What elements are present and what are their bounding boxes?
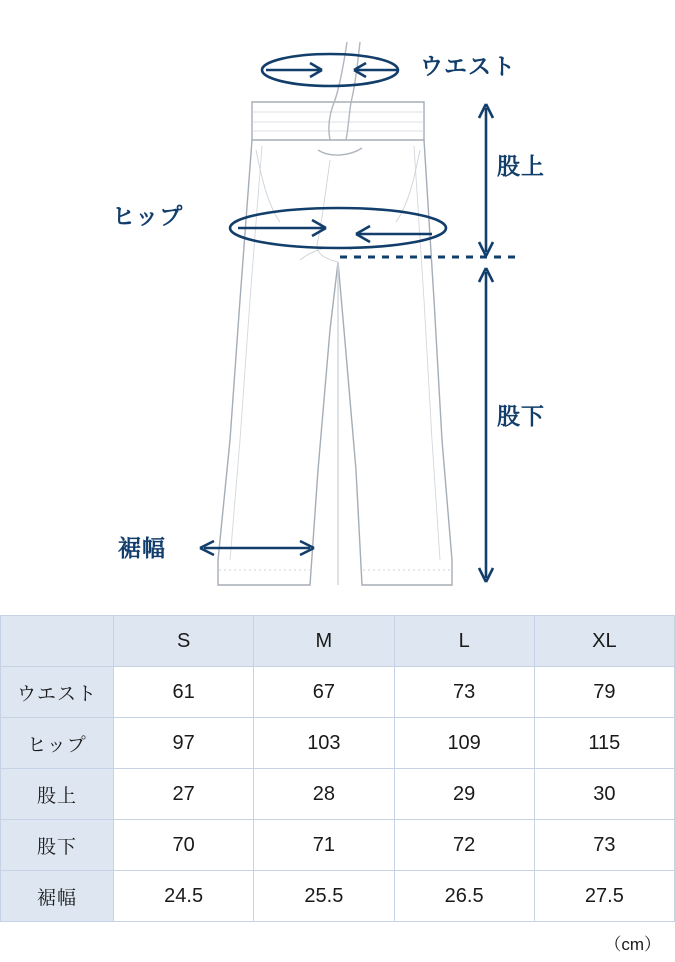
cell-inseam-xl: 73 — [534, 820, 674, 871]
cell-hem-s: 24.5 — [114, 871, 254, 922]
table-row — [1, 718, 675, 769]
table-row — [1, 820, 675, 871]
unit-note: （cm） — [604, 935, 661, 954]
table-row — [1, 667, 675, 718]
cell-rise-xl: 30 — [534, 769, 674, 820]
row-header-rise: 股上 — [1, 769, 114, 820]
size-table — [0, 615, 675, 922]
cell-inseam-m: 71 — [254, 820, 394, 871]
cell-hem-xl: 27.5 — [534, 871, 674, 922]
column-header-m: M — [254, 616, 394, 667]
cell-inseam-s: 70 — [114, 820, 254, 871]
label-hip: ヒップ — [112, 203, 184, 229]
cell-rise-l: 29 — [394, 769, 534, 820]
pants-outline — [218, 42, 452, 585]
cell-waist-m: 67 — [254, 667, 394, 718]
label-hem: 裾幅 — [118, 535, 166, 561]
column-header-l: L — [394, 616, 534, 667]
cell-hem-l: 26.5 — [394, 871, 534, 922]
cell-rise-s: 27 — [114, 769, 254, 820]
row-header-hip: ヒップ — [1, 718, 114, 769]
cell-hip-xl: 115 — [534, 718, 674, 769]
table-row — [1, 871, 675, 922]
table-row — [1, 769, 675, 820]
cell-hip-l: 109 — [394, 718, 534, 769]
cell-hip-m: 103 — [254, 718, 394, 769]
size-table-head — [1, 616, 675, 667]
size-table-body — [1, 667, 675, 922]
cell-waist-xl: 79 — [534, 667, 674, 718]
cell-hip-s: 97 — [114, 718, 254, 769]
label-rise: 股上 — [497, 153, 545, 179]
label-inseam: 股下 — [497, 403, 545, 429]
column-header-xl: XL — [534, 616, 674, 667]
cell-waist-s: 61 — [114, 667, 254, 718]
cell-rise-m: 28 — [254, 769, 394, 820]
row-header-inseam: 股下 — [1, 820, 114, 871]
cell-hem-m: 25.5 — [254, 871, 394, 922]
cell-inseam-l: 72 — [394, 820, 534, 871]
table-header-row — [1, 616, 675, 667]
cell-waist-l: 73 — [394, 667, 534, 718]
table-corner-cell — [1, 616, 114, 667]
label-waist: ウエスト — [420, 53, 516, 79]
column-header-s: S — [114, 616, 254, 667]
row-header-hem: 裾幅 — [1, 871, 114, 922]
row-header-waist: ウエスト — [1, 667, 114, 718]
